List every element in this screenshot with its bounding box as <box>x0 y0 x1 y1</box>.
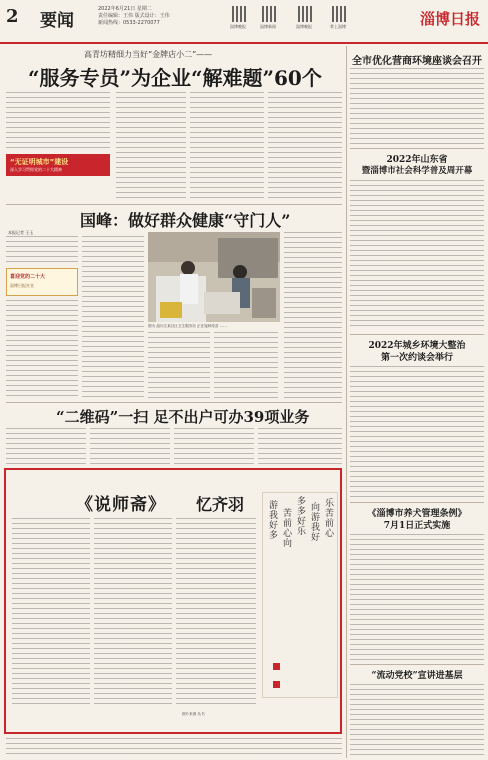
calligraphy-column: 游我好多 <box>269 501 279 541</box>
calligraphy-column: 向游我好 <box>311 503 321 543</box>
column-divider <box>346 46 347 758</box>
qr-code-icon <box>262 6 278 22</box>
article-text-block <box>350 68 484 144</box>
promo-title: “无证明城市”建设 <box>10 158 69 166</box>
masthead <box>0 0 488 44</box>
article-text-block <box>350 534 484 660</box>
calligraphy-image <box>262 492 338 698</box>
right-headline-4a: 《淄博市养犬管理条例》 <box>367 509 467 519</box>
issue-hotline: 新闻热线：0533-2270077 <box>98 20 160 26</box>
article-text-block <box>6 428 86 464</box>
article-text-block <box>350 684 484 758</box>
newspaper-logo: 淄博日报 <box>419 10 480 28</box>
section-title: 要闻 <box>40 11 74 31</box>
commentary-box <box>4 468 342 734</box>
article-text-block <box>148 332 210 400</box>
right-headline-2b: 暨淄博市社会科学普及周开幕 <box>361 166 473 176</box>
seal-stamp <box>273 681 280 688</box>
divider <box>350 148 484 149</box>
article-text-block <box>268 92 342 202</box>
lead-kicker: 高青坊精细力当好“金牌店小二”—— <box>84 50 213 59</box>
calligraphy-credit: 图片来源 丛书 <box>182 712 205 716</box>
issue-meta <box>98 6 170 27</box>
promo-banner <box>6 154 110 176</box>
right-headline-2a: 2022年山东省 <box>386 155 448 165</box>
divider <box>350 334 484 335</box>
article-text-block <box>94 518 172 706</box>
qr-code-icon <box>332 6 348 22</box>
calligraphy-column: 苦前心向 <box>283 509 293 549</box>
right-headline-3b: 第一次约谈会举行 <box>380 353 453 363</box>
article-text-block <box>190 92 264 202</box>
article-text-block <box>6 300 78 400</box>
article-text-block <box>90 428 170 464</box>
story2-headline: 国峰：做好群众健康“守门人” <box>80 211 291 230</box>
article-text-block <box>350 180 484 330</box>
article-text-block <box>116 92 186 202</box>
qr-code-icon <box>232 6 248 22</box>
page-number: 2 <box>6 6 19 27</box>
commentary-title: 《说师斋》 <box>76 495 166 515</box>
right-headline-4b: 7月1日正式实施 <box>383 521 451 531</box>
qr-label: 淄博新闻 <box>260 24 276 29</box>
article-text-block <box>214 332 278 400</box>
promo-subtitle: 深入学习贯彻党的二十大精神 <box>10 167 62 172</box>
right-headline-5: “流动党校”宣讲进基层 <box>371 671 463 681</box>
article-text-block <box>6 738 342 758</box>
divider <box>6 402 342 403</box>
article-text-block <box>174 428 254 464</box>
commentary-author: 忆齐羽 <box>196 495 245 514</box>
right-headline-1: 全市优化营商环境座谈会召开 <box>352 56 482 67</box>
calligraphy-column: 多多好乐 <box>297 497 307 537</box>
story2-byline: 本报记者 王玉 <box>8 230 34 235</box>
right-headline-3a: 2022年城乡环境大整治 <box>368 341 466 351</box>
article-text-block <box>6 92 110 152</box>
divider <box>350 502 484 503</box>
article-text-block <box>258 428 342 464</box>
news-photo <box>148 232 280 322</box>
qr-label: 掌上淄博 <box>330 24 346 29</box>
advert-subtitle: 淄博日报社宣 <box>10 283 34 288</box>
qr-code-icon <box>298 6 314 22</box>
advert-box <box>6 268 78 296</box>
article-text-block <box>350 366 484 498</box>
seal-stamp <box>273 663 280 670</box>
advert-title: 喜迎党的二十大 <box>10 274 46 280</box>
divider <box>6 204 342 205</box>
article-text-block <box>82 236 144 400</box>
issue-editor: 责任编辑：王伟 版式设计：王伟 <box>98 13 170 19</box>
article-text-block <box>12 518 90 706</box>
calligraphy-column: 乐苦前心 <box>325 499 335 539</box>
lead-headline: “服务专员”为企业“解难题”60个 <box>28 66 322 90</box>
story3-headline: “二维码”一扫 足不出户可办39项业务 <box>56 408 310 426</box>
article-text-block <box>284 232 342 400</box>
issue-date: 2022年6月21日 星期二 <box>98 6 152 12</box>
qr-label: 淄博晚报 <box>230 24 246 29</box>
photo-caption: 图为 淄川区某社区卫生服务站 正在接种疫苗 …… <box>148 324 227 328</box>
qr-label: 淄博晚报 <box>296 24 312 29</box>
article-text-block <box>176 518 256 706</box>
divider <box>350 664 484 665</box>
article-text-block <box>6 236 78 266</box>
